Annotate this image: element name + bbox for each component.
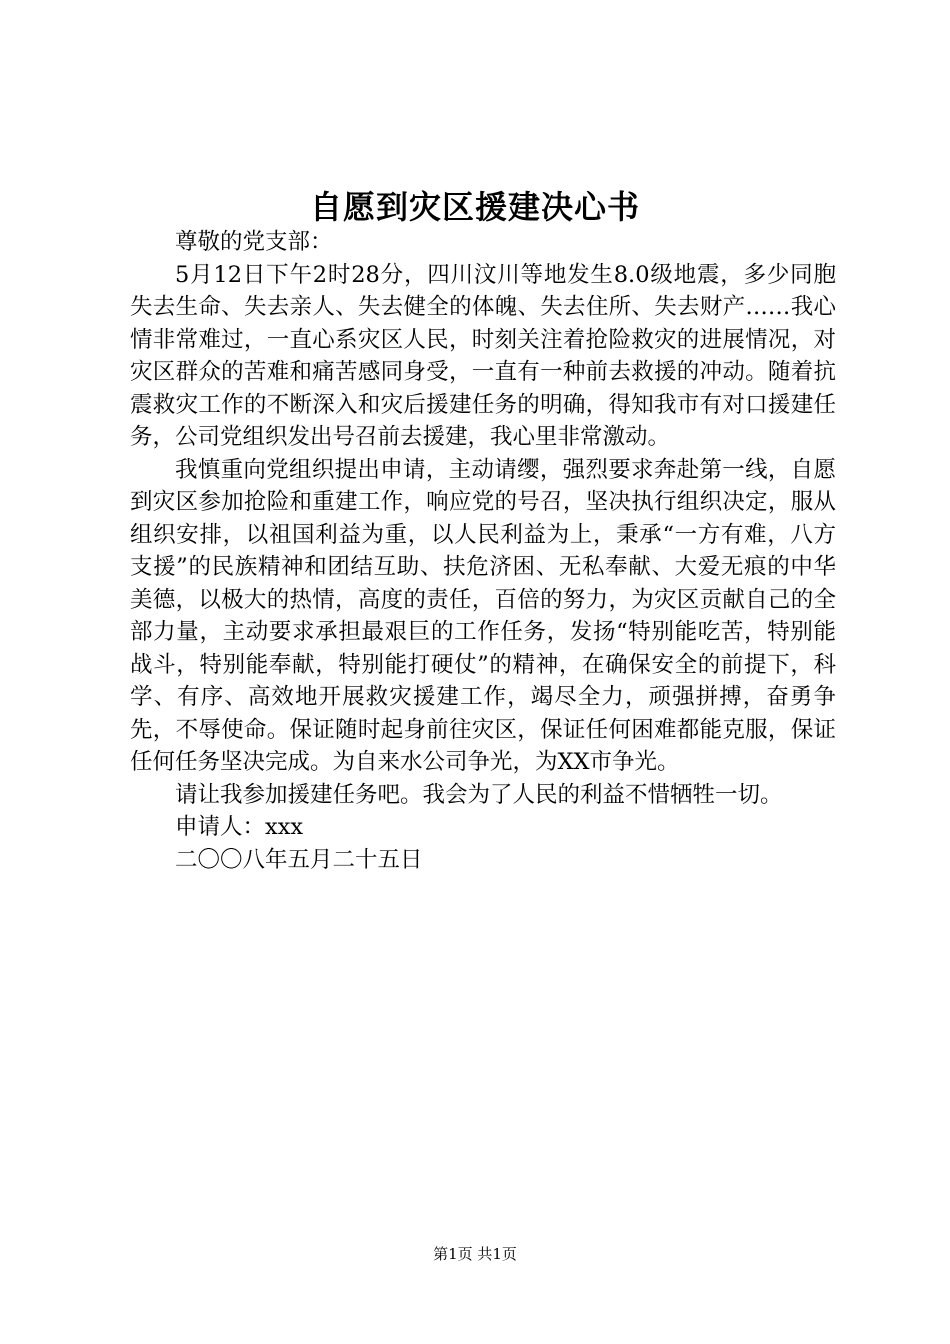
- salutation: 尊敬的党支部：: [175, 229, 333, 255]
- document-body: [130, 226, 836, 876]
- page-footer: 第1页 共1页: [433, 1245, 517, 1263]
- document-title: 自愿到灾区援建决心书: [309, 188, 640, 226]
- applicant-signature: 申请人：xxx: [175, 814, 304, 840]
- paragraph-2: 我慎重向党组织提出申请，主动请缨，强烈要求奔赴第一线，自愿到灾区参加抢险和重建工作，响应党的号召，坚决执行组织决定，服从组织安排，以祖国利益为重，以人民利益为上，秉承“一方有难，八方支援”的民族精神和团结互助、扶危济困、无私奉献、大爱无痕的中华美德，以极大的热情，高度的责任，百倍的努力，为灾区贡献自己的全部力量，主动要求承担最艰巨的工作任务，发扬“特别能吃苦，特别能战斗，特别能奉献，特别能打硬仗”的精神，在确保安全的前提下，科学、有序、高效地开展救灾援建工作，竭尽全力，顽强拼搏，奋勇争先，不辱使命。保证随时起身前往灾区，保证任何困难都能克服，保证任何任务坚决完成。为自来水公司争光，为XX市争光。: [130, 456, 836, 775]
- paragraph-3: 请让我参加援建任务吧。我会为了人民的利益不惜牺牲一切。: [175, 781, 783, 808]
- document-date: 二〇〇八年五月二十五日: [175, 846, 423, 873]
- paragraph-1: 5月12日下午2时28分，四川汶川等地发生8.0级地震，多少同胞失去生命、失去亲人、失去健全的体魄、失去住所、失去财产……我心情非常难过，一直心系灾区人民，时刻关注着抢险救灾的进展情况，对灾区群众的苦难和痛苦感同身受，一直有一种前去救援的冲动。随着抗震救灾工作的不断深入和灾后援建任务的明确，得知我市有对口援建任务，公司党组织发出号召前去援建，我心里非常激动。: [130, 261, 836, 450]
